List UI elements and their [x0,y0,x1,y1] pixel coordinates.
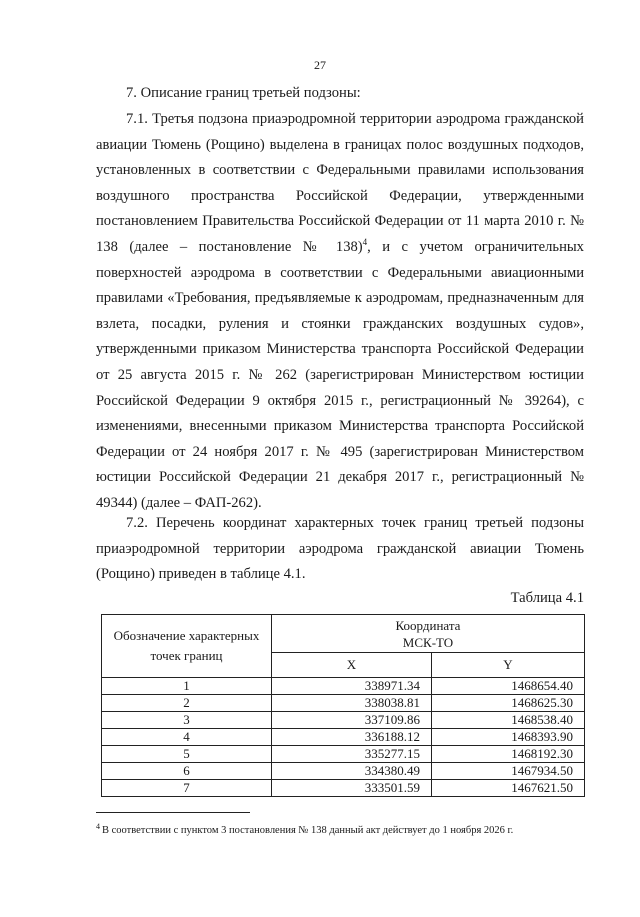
table-row [102,712,585,729]
footnote-reference: 4 [362,237,368,248]
table-row [102,729,585,746]
point-id: 4 [102,729,272,746]
header-x: X [272,653,432,678]
table-row [102,678,585,695]
coord-y: 1468625.30 [432,695,585,712]
point-id: 1 [102,678,272,695]
point-id: 2 [102,695,272,712]
coord-x: 335277.15 [272,746,432,763]
point-id: 7 [102,780,272,797]
header-coordinate-title: Координата [395,617,461,633]
footnote-number: 4 [96,821,100,831]
section-heading: 7. Описание границ третьей подзоны: [126,85,361,101]
coord-x: 338971.34 [272,678,432,695]
header-coordinate [272,615,585,653]
paragraph-7-1-text-start: 7.1. Третья подзона приаэродромной территории аэродрома гражданской авиации Тюмень (Рощино) выделена в границах полос воздушных подходов, установленных в соответствии с Федеральными правилами использования воздушного пространства Российской Федерации, утвержденными постановлением Правительства Российской Федерации от 11 марта 2010 г. № 138 (далее – постановление № 138) [96,111,584,255]
page-number: 27 [314,58,326,72]
coord-x: 337109.86 [272,712,432,729]
table-row [102,695,585,712]
coord-x: 334380.49 [272,763,432,780]
header-point-name: Обозначение характерных точек границ [102,615,272,678]
point-id: 6 [102,763,272,780]
coord-y: 1468654.40 [432,678,585,695]
point-id: 5 [102,746,272,763]
coord-y: 1468538.40 [432,712,585,729]
table-row [102,763,585,780]
footnote-separator [96,812,250,813]
footnote [96,821,596,838]
point-id: 3 [102,712,272,729]
header-coordinate-system: МСК-ТО [402,634,454,650]
coord-x: 336188.12 [272,729,432,746]
coord-x: 338038.81 [272,695,432,712]
footnote-text: В соответствии с пунктом 3 постановления № 138 данный акт действует до 1 ноября 2026 г. [102,825,514,836]
coord-y: 1467934.50 [432,763,585,780]
header-y: Y [432,653,585,678]
coord-x: 333501.59 [272,780,432,797]
coord-y: 1468192.30 [432,746,585,763]
table-caption: Таблица 4.1 [510,590,584,606]
table-row [102,746,585,763]
table-row [102,780,585,797]
coord-y: 1467621.50 [432,780,585,797]
paragraph-7-1 [96,107,584,517]
paragraph-7-1-text-end: , и с учетом ограничительных поверхностей аэродрома в соответствии с Федеральными авиационными правилами «Требования, предъявляемые к аэродромам, предназначенным для взлета, посадки, руления и стоянки гражданских воздушных судов», утвержденными приказом Министерства транспорта Российской Федерации от 25 августа 2015 г. № 262 (зарегистрирован Министерством юстиции Российской Федерации 9 октября 2015 г., регистрационный № 39264), с изменениями, внесенными приказом Министерства транспорта Российской Федерации от 24 ноября 2017 г. № 495 (зарегистрирован Министерством юстиции Российской Федерации 21 декабря 2017 г., регистрационный № 49344) (далее – ФАП-262). [96,238,584,511]
coord-y: 1468393.90 [432,729,585,746]
paragraph-7-2: 7.2. Перечень координат характерных точек границ третьей подзоны приаэродромной территории аэродрома гражданской авиации Тюмень (Рощино) приведен в таблице 4.1. [96,515,584,583]
coordinates-table [101,614,585,797]
